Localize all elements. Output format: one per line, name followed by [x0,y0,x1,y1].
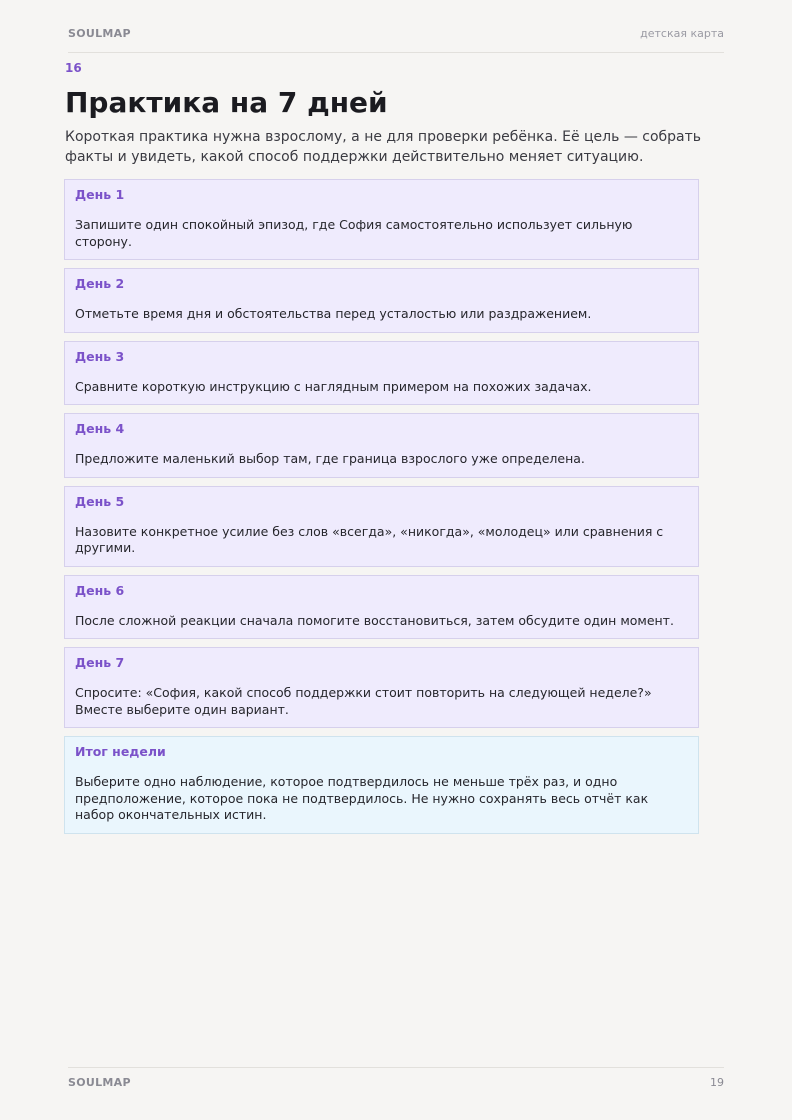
day-card [64,268,699,333]
day-label: День 7 [75,655,125,670]
intro-paragraph: Короткая практика нужна взрослому, а не для проверки ребёнка. Её цель — собрать факты и увидеть, какой способ поддержки действительно меняет ситуацию. [65,129,702,165]
footer-brand: SOULMAP [68,1076,131,1089]
day-card [64,341,699,406]
day-text: Отметьте время дня и обстоятельства перед усталостью или раздражением. [75,306,592,321]
week-summary-card [64,736,699,834]
footer-divider [68,1067,724,1068]
day-text: Запишите один спокойный эпизод, где София самостоятельно использует сильную сторону. [75,217,633,249]
page-title: Практика на 7 дней [65,86,388,119]
day-cards-list [64,179,699,842]
day-label: День 3 [75,348,125,364]
day-card [64,413,699,478]
day-label: День 5 [75,493,125,509]
day-text: Сравните короткую инструкцию с наглядным примером на похожих задачах. [75,378,592,394]
brand-logo-text: SOULMAP [68,27,131,40]
summary-text: Выберите одно наблюдение, которое подтвердилось не меньше трёх раз, и одно предположение, которое пока не подтвердилось. Не нужно сохранять весь отчёт как набор окончательных истин. [75,774,649,822]
day-text: Назовите конкретное усилие без слов «всегда», «никогда», «молодец» или сравнения с другими. [75,523,664,555]
day-label: День 4 [75,421,125,436]
section-number: 16 [65,61,82,75]
day-card [64,575,699,640]
day-label: День 6 [75,582,125,598]
page-header [68,27,724,40]
day-card [64,486,699,567]
page-footer [68,1076,724,1089]
header-divider [68,52,724,53]
day-text: Предложите маленький выбор там, где граница взрослого уже определена. [75,451,585,466]
day-card [64,179,699,260]
day-card [64,647,699,728]
summary-label: Итог недели [75,744,166,759]
day-text: Спросите: «София, какой способ поддержки стоит повторить на следующей неделе?» Вместе выберите один вариант. [75,685,652,717]
day-label: День 2 [75,276,125,291]
day-label: День 1 [75,187,125,202]
section-name: детская карта [640,27,724,40]
day-text: После сложной реакции сначала помогите восстановиться, затем обсудите один момент. [75,612,674,628]
page-number: 19 [710,1076,724,1089]
